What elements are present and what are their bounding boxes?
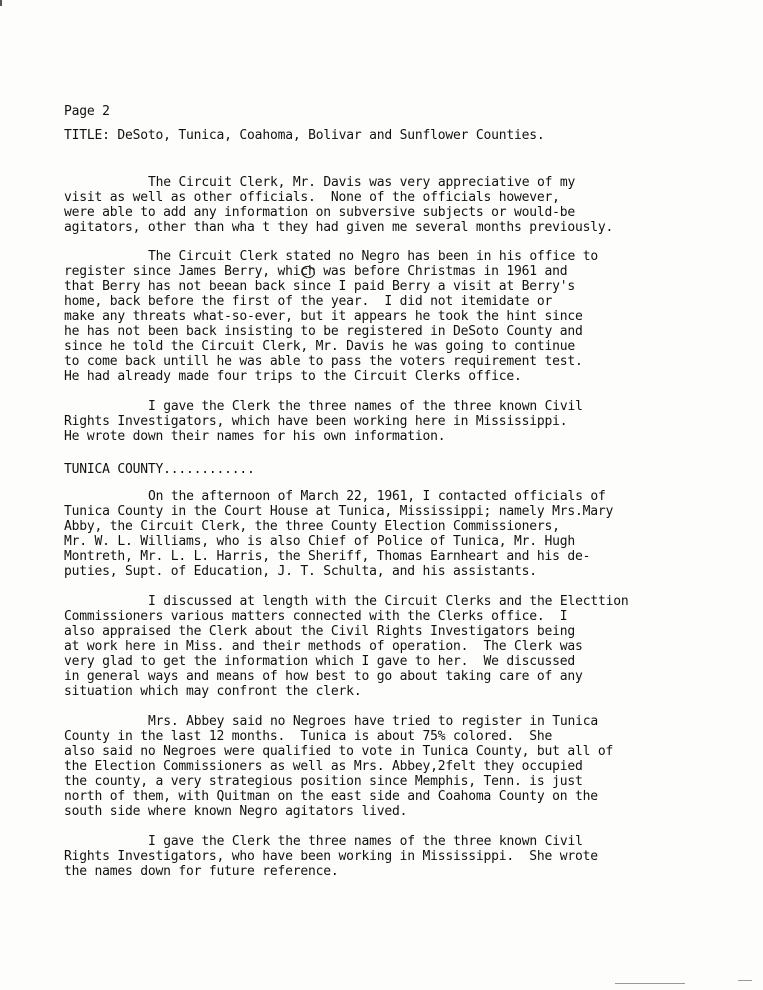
para6-line-2: County in the last 12 months. Tunica is about 75% colored. She — [64, 729, 553, 744]
para1-line-1: The Circuit Clerk, Mr. Davis was very appreciative of my — [148, 175, 576, 190]
para1-line-3: were able to add any information on subversive subjects or would-be — [64, 205, 575, 220]
para1-line-4: agitators, other than wha t they had given me several months previously. — [64, 220, 614, 235]
para2-line-3: that Berry has not beean back since I paid Berry a visit at Berry's — [64, 279, 575, 294]
para5-line-4: at work here in Miss. and their methods of operation. The Clerk was — [64, 639, 583, 654]
para4-line-6: puties, Supt. of Education, J. T. Schulta, and his assistants. — [64, 564, 537, 579]
para4-line-2: Tunica County in the Court House at Tunica, Mississippi; namely Mrs.Mary — [64, 504, 614, 519]
para2-line-4: home, back before the first of the year. I did not itemidate or — [64, 294, 553, 309]
para6-line-4: the Election Commissioners as well as Mrs. Abbey,2felt they occupied — [64, 759, 583, 774]
para6-line-3: also said no Negroes were qualified to vote in Tunica County, but all of — [64, 744, 614, 759]
para4-line-1: On the afternoon of March 22, 1961, I contacted officials of — [148, 489, 606, 504]
section-heading: TUNICA COUNTY............ — [64, 462, 255, 477]
para3-line-2: Rights Investigators, which have been working here in Mississippi. — [64, 414, 568, 429]
para2-line-1: The Circuit Clerk stated no Negro has been in his office to — [148, 249, 598, 264]
para6-line-1: Mrs. Abbey said no Negroes have tried to register in Tunica — [148, 714, 598, 729]
corner-mark — [0, 0, 2, 6]
para2-line-9: He had already made four trips to the Circuit Clerks office. — [64, 369, 522, 384]
para6-line-6: north of them, with Quitman on the east side and Coahoma County on the — [64, 789, 598, 804]
para2-line-6: he has not been back insisting to be registered in DeSoto County and — [64, 324, 583, 339]
title-label: TITLE: — [64, 128, 110, 143]
para4-line-5: Montreth, Mr. L. L. Harris, the Sheriff, Thomas Earnheart and his de- — [64, 549, 591, 564]
para2-line-5: make any threats what-so-ever, but it appears he took the hint since — [64, 309, 583, 324]
para7-line-2: Rights Investigators, who have been working in Mississippi. She wrote — [64, 849, 598, 864]
para5-line-2: Commissioners various matters connected with the Clerks office. I — [64, 609, 568, 624]
para7-line-3: the names down for future reference. — [64, 864, 339, 879]
para2-line-2: register since James Berry, which was before Christmas in 1961 and — [64, 264, 568, 279]
para5-line-3: also appraised the Clerk about the Civil Rights Investigators being — [64, 624, 575, 639]
para6-line-5: the county, a very strategious position since Memphis, Tenn. is just — [64, 774, 583, 789]
title-text: DeSoto, Tunica, Coahoma, Bolivar and Sunflower Counties. — [117, 128, 545, 143]
para3-line-1: I gave the Clerk the three names of the three known Civil — [148, 399, 583, 414]
para5-line-1: I discussed at length with the Circuit Clerks and the Electtion — [148, 594, 629, 609]
para7-line-1: I gave the Clerk the three names of the three known Civil — [148, 834, 583, 849]
para5-line-7: situation which may confront the clerk. — [64, 684, 362, 699]
para5-line-6: in general ways and means of how best to go about taking care of any — [64, 669, 583, 684]
page-label: Page 2 — [64, 104, 110, 119]
para4-line-4: Mr. W. L. Williams, who is also Chief of Police of Tunica, Mr. Hugh — [64, 534, 575, 549]
para2-line-8: to come back untill he was able to pass the voters requirement test. — [64, 354, 583, 369]
para4-line-3: Abby, the Circuit Clerk, the three County Election Commissioners, — [64, 519, 560, 534]
para2-line-7: since he told the Circuit Clerk, Mr. Davis he was going to continue — [64, 339, 575, 354]
para6-line-7: south side where known Negro agitators lived. — [64, 804, 408, 819]
para5-line-5: very glad to get the information which I gave to her. We discussed — [64, 654, 575, 669]
scan-artifact-line — [615, 983, 685, 984]
para3-line-3: He wrote down their names for his own information. — [64, 429, 446, 444]
document-title — [64, 128, 545, 143]
scan-artifact-dash — [738, 980, 752, 981]
para1-line-2: visit as well as other officials. None of the officials however, — [64, 190, 560, 205]
